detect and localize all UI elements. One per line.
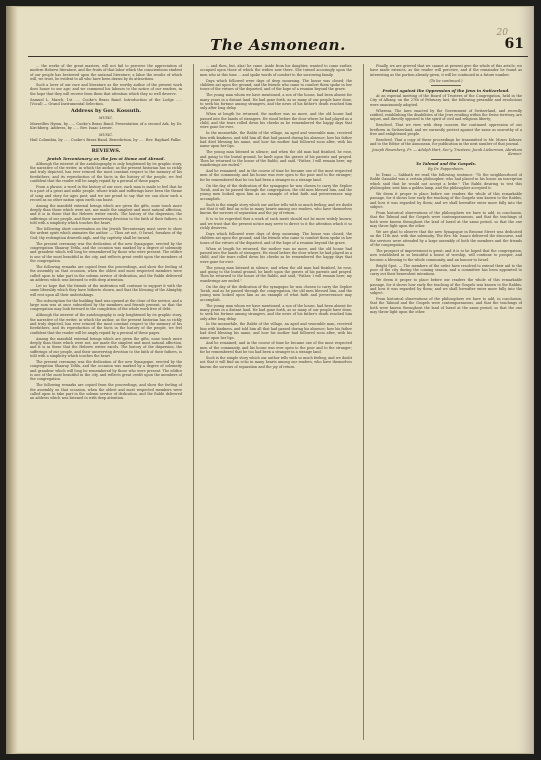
- paragraph: On the day of the dedication of the synagogue he was chosen to carry the Sepher Torah, and as he passed through the congregation, the old men blessed him, and the young men looked upon him as an example of what faith and perseverance may accomplish.: [200, 183, 352, 201]
- paragraph: From historical observations of the philosophers we have to add, in conclusion, that the Talmud and the Gospels were contemporaneous, and that the teachings of both were known throughout the land of Israel at the same period, so that the one may throw light upon the other.: [370, 210, 522, 228]
- paragraph: The young man whom we have mentioned, a son of the house, had been absent for many years in a distant land. He had gone forth, as so many of our people have done, to seek his fortune among strangers, and the news of his father's death reached him only after long delay.: [200, 93, 352, 111]
- paragraph: … and then, but, alas! he came. Aside from his daughter, wanted to come earlier, occupied upon those of which the widow now there. She turned accusingly upon the men who at this time … and spoke words of comfort to the sorrowing family.: [200, 64, 352, 77]
- program-notice: Marseilles Hymn, by ….. Cooke's Brass Band. Presentation of a second Ark, by Dr. Kirchberg. Address, by ….. Rev. Isaac Leeser.: [30, 122, 182, 131]
- paragraph: In Texas — Sabbath we read the following sentence: "To the neighbourhood of Rabbi Gamaliel was a certain philosopher, who had placed in his house an inscription which said that he would not accept a bribe." The Rabbi desiring to test this philosopher, sent him a golden lamp, and the philosopher accepted it.: [370, 173, 522, 191]
- paragraph: On the day of the dedication of the synagogue he was chosen to carry the Sepher Torah, and as he passed through the congregation, the old men blessed him, and the young men looked upon him as an example of what faith and perseverance may accomplish.: [200, 284, 352, 302]
- masthead-title: The Asmonean.: [210, 36, 346, 54]
- article-title: To Talmud and the Gospels.: [415, 161, 477, 167]
- paragraph: Such is the simple story which our author tells with so much feeling; and we doubt not that it will find an echo in many hearts among our readers, who have themselves known the sorrows of separation and the joy of return.: [200, 202, 352, 216]
- paragraph: When at length he returned, the mother was no more, and the old house had passed into the hands of strangers. He stood before the door where he had played as a child, and the tears rolled down his cheeks as he remembered the happy days that were gone for ever.: [200, 246, 352, 264]
- paragraph: The following remarks are copied from the proceedings, and show the feeling of the assembly on that occasion, when the oldest and most respected members were called upon to take part in the solemn service of dedication, and the Rabbi delivered an address which was listened to with deep attention.: [30, 383, 182, 401]
- paragraph: The present ceremony was the dedication of the new Synagogue, erected by the congregation Shaaray Tefila, and the occasion was marked by a degree of solemnity and grandeur which will long be remembered by those who were present. The edifice is one of the most beautiful in the city, and reflects great credit upon the members of the congregation.: [30, 359, 182, 382]
- paragraph: The young man listened in silence; and when the old man had finished, he rose, and going to the burial ground, he knelt upon the graves of his parents and prayed. Then he returned to the house of the Rabbi, and said, "Father, I will remain here; my wanderings are ended.": [200, 265, 352, 283]
- paragraph: Whereas, The laws enacted by the Government of Switzerland, and recently ratified, establishing the disabilities of the Jews residing within the Swiss territory, are unjust, and directly opposed to the spirit of civil and religious liberty;: [370, 108, 522, 122]
- column-rule: [363, 64, 364, 740]
- paragraph: It is to be regretted that a work of such merit should not be more widely known; and we trust that the present notice may serve to direct to it the attention which it so richly deserves.: [200, 217, 352, 231]
- paragraph: Although the interest of the autobiography is only heightened by its graphic story, the narrative of the writer, in which the author, as the present historian has so richly and truly depicted, has ever evinced the most constant respect to the memory of his forefathers, and its reproduction of the facts in the history of the people, we feel confident that the reader will be amply repaid by a perusal of these pages.: [30, 313, 182, 335]
- paragraph: Resolved, That we view with deep concern the continued oppression of our brethren in Switzerland, and we earnestly protest against the same as unworthy of a free and enlightened people.: [370, 123, 522, 136]
- article-title: Jewish Tercentenary; or, the Jew at Home and Abroad.: [47, 155, 165, 161]
- page-number: 61: [504, 36, 524, 52]
- paragraph: From historical observations of the philosophers we have to add, in conclusion, that the Talmud and the Gospels were contemporaneous, and that the teachings of both were known throughout the land of Israel at the same period, so that the one may throw light upon the other.: [370, 297, 522, 315]
- paragraph: And he remained; and in the course of time he became one of the most respected men of the community, and his house was ever open to the poor and to the stranger; for he remembered that he too had been a stranger in a strange land.: [200, 169, 352, 182]
- pencil-annotation: 20: [496, 28, 508, 38]
- paragraph: The prospect of improvement is great; and it is to be hoped that the congregation, now established in so beautiful a house of worship, will continue to prosper, and become a blessing to the whole community, and an honour to Israel.: [370, 248, 522, 262]
- paragraph: And he remained; and in the course of time he became one of the most respected men of the community, and his house was ever open to the poor and to the stranger; for he remembered that he too had been a stranger in a strange land.: [200, 341, 352, 355]
- article-title: Protest against the Oppression of the Jews in Switzerland.: [382, 87, 510, 93]
- book-binding-shadow: [6, 6, 18, 754]
- column-middle: [200, 64, 352, 744]
- paragraph: The subscription for the building fund was opened at the close of the service, and a large sum was at once subscribed by the members and friends present, so that the congregation may look forward to the completion of the whole work free of debt.: [30, 298, 182, 312]
- paragraph: Such a lover of our race and literature as the worthy author of the present work does honor to our age; and we commend his labours to the notice of our readers, in the hope that they will receive from them that attention which they so well deserve.: [30, 82, 182, 96]
- paragraph: Finally, we are grieved that we cannot at present give the whole of this article; we have made extracts, as the reader will perceive, and if the remainder be found as interesting as the portion already given, it will be continued in a future number.: [370, 64, 522, 77]
- column-right: [370, 64, 522, 744]
- paragraph: Although the interest of the autobiography is only heightened by its graphic story, the narrative of the writer, in which the author, as the present historian has so richly and truly depicted, has ever evinced the most constant respect to the memory of his forefathers, and its reproduction of the facts in the history of the people, we feel confident that the reader will be amply repaid by a perusal of these pages.: [30, 161, 182, 183]
- paragraph: In the meanwhile, the Rabbi of the village, an aged and venerable man, received him with kindness, and told him all that had passed during his absence; how his father had died blessing his name, and how his mother had followed soon after, with his name upon her lips.: [200, 322, 352, 340]
- paragraph: Days which followed were days of deep mourning. The house was closed; the children sat upon the ground; and the friends who came to comfort them spoke in low tones of the virtues of the departed, and of the hope of a reunion beyond the grave.: [200, 231, 352, 245]
- text-columns: [30, 64, 526, 744]
- byline: By Dr. Pappenheim.: [428, 167, 464, 172]
- paragraph: The young man whom we have mentioned, a son of the house, had been absent for many years in a distant land. He had gone forth, as so many of our people have done, to seek his fortune among strangers, and the news of his father's death reached him only after long delay.: [200, 303, 352, 321]
- section-heading-reviews: REVIEWS.: [91, 147, 121, 154]
- divider: [431, 159, 461, 160]
- paragraph: When at length he returned, the mother was no more, and the old house had passed into the hands of strangers. He stood before the door where he had played as a child, and the tears rolled down his cheeks as he remembered the happy days that were gone for ever.: [200, 112, 352, 130]
- paragraph: … the works of the great masters, will not fail to perceive the appreciation of modern Hebrew literature, and the fruits of that labor which the conscientious student of our people has bestowed upon the national literature; a labor the results of which will, we trust, be evident to all who have been drawn by its attractions.: [30, 64, 182, 82]
- paragraph: We deem it proper to place before our readers the whole of this remarkable passage, for it shows how early the teaching of the Gospels was known to the Rabbis, and how it was regarded by them; and we shall hereafter enter more fully into the subject.: [370, 278, 522, 296]
- divider: [431, 85, 461, 86]
- paragraph: At an especial meeting of the Board of Trustees of the Congregation, held in the City of Albany, on the 27th of February last, the following preamble and resolutions were unanimously adopted.: [370, 93, 522, 107]
- paragraph: In the meanwhile, the Rabbi of the village, an aged and venerable man, received him with kindness, and told him all that had passed during his absence; how his father had died blessing his name, and how his mother had followed soon after, with his name upon her lips.: [200, 131, 352, 149]
- column-left: [30, 64, 182, 744]
- continued-note: (To be continued.): [429, 78, 463, 83]
- program-notice: Samuel L. March, 1st ….. Cooke's Brass Band. Introduction of the Lodge ….. (Vocal) — Grand Instrumental Selection.: [30, 97, 182, 106]
- paragraph: The following short conversation on the Jewish Tercentenary must serve to show the ardent spirit which animates the author: — Thou art not, O Israel, forsaken of thy God; thy redemption draweth nigh, and thy captivity shall be turned.: [30, 227, 182, 240]
- paragraph: Among the manifold external beings which are given the gifts, none touch more deeply than those which were not, nor made the simplest and most natural affection, and it is in these that the Hebrew writer excels. The history of the dispersion, the sufferings of our people, and their unswerving devotion to the faith of their fathers, is told with a simplicity which touches the heart.: [30, 203, 182, 226]
- page-header: [28, 28, 528, 57]
- music-label: MUSIC.: [98, 116, 114, 121]
- music-label: MUSIC.: [98, 132, 114, 137]
- paragraph: Bright Spot. — The members of the order have resolved to extend their aid to the poor of the city during the coming season, and a committee has been appointed to carry out their benevolent intentions.: [370, 263, 522, 277]
- paragraph: Let us hope that the friends of the institution will continue to support it with the same liberality which they have hitherto shown, and that the blessing of the Almighty will rest upon all their undertakings.: [30, 284, 182, 297]
- paragraph: Resolved, That a copy of these proceedings be transmitted to Mr. Moses Kohner, and to the Editor of the Asmonean, for publication in the next number of that journal.: [370, 137, 522, 147]
- paragraph: The present ceremony was the dedication of the new Synagogue, erected by the congregation Shaaray Tefila, and the occasion was marked by a degree of solemnity and grandeur which will long be remembered by those who were present. The edifice is one of the most beautiful in the city, and reflects great credit upon the members of the congregation.: [30, 241, 182, 264]
- signature-block: Joseph Rosenberg, Pr. — Adolph Hart, Sec'y. Trustees: Jacob Lieberman, Abraham Kenner.: [371, 148, 522, 157]
- section-heading-address: Address by Gov. Kossuth.: [70, 108, 142, 115]
- paragraph: The following remarks are copied from the proceedings, and show the feeling of the assembly on that occasion, when the oldest and most respected members were called upon to take part in the solemn service of dedication, and the Rabbi delivered an address which was listened to with deep attention.: [30, 265, 182, 283]
- paragraph: We are glad to observe that the new Synagogue in Broome Street was dedicated on the 11th inst. with due solemnity. The Rev. Mr. Isaacs delivered the discourse, and the services were attended by a large assembly of both the members and the friends of the congregation.: [370, 229, 522, 247]
- paragraph: We deem it proper to place before our readers the whole of this remarkable passage, for it shows how early the teaching of the Gospels was known to the Rabbis, and how it was regarded by them; and we shall hereafter enter more fully into the subject.: [370, 192, 522, 210]
- divider: [91, 145, 121, 146]
- paragraph: The young man listened in silence; and when the old man had finished, he rose, and going to the burial ground, he knelt upon the graves of his parents and prayed. Then he returned to the house of the Rabbi, and said, "Father, I will remain here; my wanderings are ended.": [200, 150, 352, 168]
- column-rule: [193, 64, 194, 740]
- paragraph: Such is the simple story which our author tells with so much feeling; and we doubt not that it will find an echo in many hearts among our readers, who have themselves known the sorrows of separation and the joy of return.: [200, 356, 352, 369]
- paragraph: Among the manifold external beings which are given the gifts, none touch more deeply than those which were not, nor made the simplest and most natural affection, and it is in these that the Hebrew writer excels. The history of the dispersion, the sufferings of our people, and their unswerving devotion to the faith of their fathers, is told with a simplicity which touches the heart.: [30, 336, 182, 358]
- paragraph: Days which followed were days of deep mourning. The house was closed; the children sat upon the ground; and the friends who came to comfort them spoke in low tones of the virtues of the departed, and of the hope of a reunion beyond the grave.: [200, 78, 352, 92]
- program-notice: Hail Columbia, by ….. Cooke's Brass Band. Benediction, by ….. Rev. Raphael Falke.: [30, 138, 182, 143]
- paragraph: From a phrase, a word in the history of our race, each man is made to feel that he is a part of a great and noble people, whose trials and sufferings have been the theme of song and story for ages past; and we are proud to say that we can show such a record as no other nation upon earth can boast.: [30, 184, 182, 202]
